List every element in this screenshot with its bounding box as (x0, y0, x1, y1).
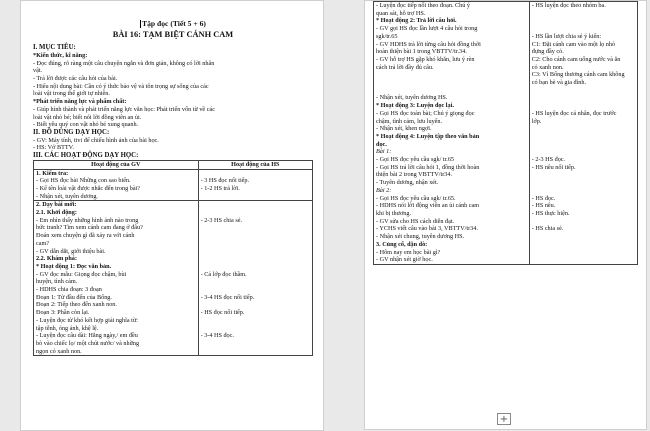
text-line: - GV nhận xét giờ học. (376, 256, 433, 264)
text-line (201, 301, 310, 309)
text-line: - HDHS nói lời động viên an ủi cánh cam (376, 202, 480, 210)
text-line: - Em nhìn thấy những hình ảnh nào trong (36, 216, 139, 224)
text-line: - Luyện đọc câu dài: Hằng ngày,/ em đều (36, 332, 138, 340)
text-line (201, 348, 310, 356)
text-line (201, 209, 310, 217)
text-line: ngọn cỏ xanh non. (36, 347, 82, 355)
text-line (532, 148, 635, 156)
text-line: quan sát, hỗ trợ HS. (376, 9, 426, 17)
text-line (201, 248, 310, 256)
activities-table-left (33, 160, 313, 357)
teacher-activity-cell (34, 169, 199, 201)
text-line (532, 249, 635, 257)
text-line: C3: Vì Bống thương cánh cam không (531, 71, 625, 79)
text-line (532, 125, 635, 133)
text-line: 2. Dạy bài mới: (36, 201, 77, 209)
text-line: - 2-3 HS chia sẻ. (200, 216, 243, 224)
student-activity-cell (198, 169, 312, 201)
text-line (532, 102, 635, 110)
text-line: - Nhận xét chung, tuyên dương HS. (376, 233, 465, 241)
text-line (532, 179, 635, 187)
text-line: - Luyện đọc tiếp nối theo đoạn. Chú ý (376, 2, 470, 9)
student-activity-cell (198, 201, 312, 356)
text-line: *Kiến thức, kĩ năng: (33, 51, 88, 59)
text-line: - Nhận xét, tuyên dương. (36, 192, 98, 200)
text-line: - GV hỗ trợ HS gặp khó khăn, lưu ý rèn (376, 55, 475, 63)
text-line: huyện, tình cảm. (36, 278, 78, 286)
teacher-activity-cell (34, 201, 199, 356)
header-student: Hoạt động của HS (198, 160, 312, 169)
text-line: - Đọc đúng, rõ ràng một câu chuyện ngắn và đơn giản, không có lời nhân (33, 59, 215, 67)
text-line: - Tuyên dương, nhận xét. (376, 179, 439, 187)
text-line (201, 255, 310, 263)
text-line: C1: Đặt cánh cam vào một lọ nhỏ (531, 40, 616, 48)
text-line: 1. Kiểm tra: (36, 169, 69, 177)
text-line (201, 170, 310, 178)
text-line: - Gọi HS đọc toàn bài; Chú ý giọng đọc (376, 109, 475, 117)
text-line: loài vật nhỏ bé; biết nói lời đồng viên an ủi. (33, 113, 142, 121)
text-line: Đoạn 3: Phần còn lại. (36, 309, 90, 317)
text-line (532, 256, 635, 264)
text-line: - Luyện đọc từ khó kết hợp giải nghĩa từ: (36, 316, 138, 324)
lesson-title: Tập đọc (Tiết 5 + 6) (142, 19, 206, 28)
text-line: - Gọi HS đọc yêu cầu sgk/ tr.65 (376, 156, 455, 164)
text-line: - Trả lời được các câu hỏi của bài. (33, 75, 118, 83)
text-line: * Hoạt động 1: Đọc văn bản. (36, 262, 112, 270)
text-line: 2.1. Khởi động: (36, 209, 77, 217)
text-line: 2.2. Khám phá: (36, 255, 77, 263)
text-line: có bạn bè và gia đình. (531, 79, 587, 87)
text-line: - GV HDHS trả lời từng câu hỏi đồng thời (376, 40, 481, 48)
text-line (201, 240, 310, 248)
table-row (34, 201, 313, 356)
text-line: cam? (36, 239, 50, 247)
text-line (532, 133, 635, 141)
text-line: - HS thực hiện. (531, 209, 570, 217)
text-line (532, 10, 635, 18)
text-line: - YCHS viết câu vào bài 3, VBTTV/tr34. (376, 225, 478, 233)
text-line: * Hoạt động 2: Trả lời câu hỏi. (376, 17, 457, 25)
text-line: - HS lần lượt chia sẻ ý kiến: (531, 32, 602, 40)
text-line (376, 79, 527, 87)
text-line: bức tranh? Tìm xem cánh cam đang ở đâu? (36, 224, 143, 232)
text-line: - Hiểu nội dung bài: Cần có ý thức bảo vệ và tôn trọng sự sống của các (33, 82, 209, 90)
text-line: sgk/tr.65 (376, 32, 398, 40)
text-line: - HS luyện đọc cá nhân, đọc trước (531, 109, 617, 117)
text-line: I. MỤC TIÊU: (33, 44, 76, 52)
text-line: - Gọi HS đọc yêu cầu sgk/ tr.65. (376, 194, 456, 202)
document-page-left (20, 0, 324, 431)
text-line: - HS nêu. (531, 202, 556, 210)
text-line: - Cả lớp đọc thầm. (200, 270, 247, 278)
text-line: cỏ xanh non. (531, 63, 564, 71)
text-line: 3. Củng cố, dặn dò: (376, 240, 428, 248)
text-line: - HS nêu nối tiếp. (531, 163, 576, 171)
text-line (532, 187, 635, 195)
text-line: khi bị thương. (376, 209, 411, 217)
text-line: - GV sửa cho HS cách diễn đạt. (376, 217, 455, 225)
text-line: chậm, tình cảm, lưu luyến. (376, 117, 443, 125)
table-row (374, 2, 638, 265)
text-line: Đoán xem chuyện gì đã xảy ra với cánh (36, 232, 135, 240)
text-line: - HS đọc nối tiếp. (200, 309, 245, 317)
text-line: loài vật trong thế giới tự nhiên. (33, 90, 110, 98)
text-line (532, 94, 635, 102)
text-line (201, 286, 310, 294)
text-line: Bài 1: (376, 148, 392, 156)
text-line: - HS đọc. (531, 194, 556, 202)
text-line: - 1-2 HS trả lời. (200, 184, 240, 192)
text-line: Đoạn 2: Tiếp theo đến xanh non. (36, 301, 117, 309)
text-line (201, 201, 310, 209)
text-line (201, 317, 310, 325)
text-line: II. ĐỒ DÙNG DẠY HỌC: (33, 128, 110, 136)
text-line: - Giúp hình thành và phát triển năng lực văn học: Phát triển vốn từ về các (33, 105, 215, 113)
text-line (201, 224, 310, 232)
text-line: đọc. (376, 140, 387, 148)
text-line: - GV gọi HS đọc lần lượt 4 câu hỏi trong (376, 25, 478, 33)
text-line (532, 87, 635, 95)
teacher-activity-cell (374, 2, 530, 265)
lesson-subtitle: BÀI 16: TẠM BIỆT CÁNH CAM (112, 30, 234, 40)
text-line: C2: Cho cánh cam uống nước và ăn (531, 55, 621, 63)
text-cursor (140, 20, 141, 28)
text-line: - Hôm nay em học bài gì? (376, 248, 441, 256)
text-line: Đoạn 1: Từ đầu đến của Bống. (36, 293, 112, 301)
text-line: - Gọi HS trả lời câu hỏi 1, đồng thời hoàn (376, 163, 480, 171)
text-line: - Biết yêu quý con vật nhỏ bé xung quanh. (33, 121, 139, 129)
header-teacher: Hoạt động của GV (34, 160, 199, 169)
text-line (532, 141, 635, 149)
text-line (201, 263, 310, 271)
text-line: đựng đầy cỏ. (531, 48, 564, 56)
text-line (532, 25, 635, 33)
text-line: - GV: Máy tính, tivi để chiếu hình ảnh của bài học. (33, 136, 159, 144)
text-line (532, 233, 635, 241)
text-line: - HS: Vở BTTV. (33, 144, 74, 152)
text-line: - Gọi HS đọc bài Những con sao biển. (36, 177, 131, 185)
text-line: tập tễnh, óng ánh, khệ lệ. (36, 324, 99, 332)
table-row (34, 169, 313, 201)
text-line (201, 278, 310, 286)
text-line: * Hoạt động 3: Luyện đọc lại. (376, 102, 454, 110)
text-line: - 3-4 HS đọc nối tiếp. (200, 293, 255, 301)
activities-table-right (373, 1, 638, 265)
text-line: - HDHS chia đoạn: 3 đoạn (36, 286, 102, 294)
text-line: vật. (33, 67, 43, 75)
text-line (201, 325, 310, 333)
text-line: - 3 HS đọc nối tiếp. (200, 177, 250, 185)
student-activity-cell (529, 2, 637, 265)
document-page-right (364, 0, 647, 430)
text-line: - Nhận xét, khen ngợi. (376, 125, 432, 133)
text-line (376, 71, 527, 79)
text-line: - Kể tên loài vật được nhắc đến trong bài? (36, 184, 141, 192)
add-page-button[interactable]: + (497, 413, 511, 425)
text-line: - GV đọc mẫu: Giọng đọc chậm, bùi (36, 270, 127, 278)
text-line: cách trả lời đầy đủ câu. (376, 63, 434, 71)
text-line: * Hoạt động 4: Luyện tập theo văn bản (376, 132, 480, 140)
text-line (201, 340, 310, 348)
text-line (201, 193, 310, 201)
text-line (532, 17, 635, 25)
text-line: thiện bài 2 trong VBTTV/tr34. (376, 171, 453, 179)
text-line: lớp. (531, 117, 542, 125)
text-line (532, 171, 635, 179)
text-line: - 3-4 HS đọc. (200, 332, 234, 340)
text-line (376, 87, 527, 95)
lesson-objectives (33, 44, 313, 160)
text-line (532, 241, 635, 249)
text-line: *Phát triển năng lực và phẩm chất: (33, 98, 127, 106)
text-line: III. CÁC HOẠT ĐỘNG DẠY HỌC: (33, 152, 139, 160)
text-line (532, 218, 635, 226)
text-line: - 2-3 HS đọc. (531, 156, 566, 164)
text-line: bò vào chiếc lọ/ một chút nước/ và những (36, 339, 140, 347)
text-line: hoàn thiện bài 1 trong VBTTV/tr.34. (376, 48, 467, 56)
text-line: - GV dẫn dắt, giới thiệu bài. (36, 247, 106, 255)
text-line: - Nhận xét, tuyên dương HS. (376, 94, 448, 102)
text-line: Bài 2: (376, 186, 392, 194)
text-line: - HS chia sẻ. (531, 225, 564, 233)
text-line: - HS luyện đọc theo nhóm ba. (531, 2, 606, 9)
text-line (201, 232, 310, 240)
